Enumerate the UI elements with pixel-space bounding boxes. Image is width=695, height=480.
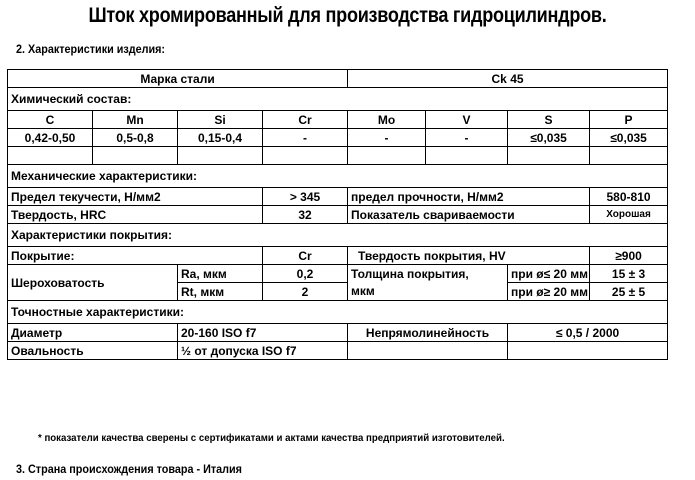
steel-grade-value: Ck 45: [348, 70, 668, 88]
value-si: 0,15-0,4: [178, 129, 263, 147]
rt-value: 2: [263, 283, 348, 301]
value-mn: 0,5-0,8: [93, 129, 178, 147]
thickness-value-small: 15 ± 3: [590, 265, 668, 283]
ra-value: 0,2: [263, 265, 348, 283]
value-v: -: [426, 129, 508, 147]
value-mo: -: [348, 129, 426, 147]
value-s: ≤0,035: [508, 129, 590, 147]
element-mn: Mn: [93, 111, 178, 129]
diameter-value: 20-160 ISO f7: [178, 324, 348, 342]
chem-values-row: [8, 129, 668, 147]
coating-label: Покрытие:: [8, 247, 263, 265]
element-v: V: [426, 111, 508, 129]
diameter-label: Диаметр: [8, 324, 178, 342]
steel-grade-label: Марка стали: [8, 70, 348, 88]
spec-table: [7, 69, 668, 360]
precision-header: Точностные характеристики:: [8, 301, 668, 324]
hardness-value: 32: [263, 206, 348, 224]
page-title: Шток хромированный для производства гидроцилиндров.: [88, 4, 607, 27]
country-of-origin: 3. Страна происхождения товара - Италия: [16, 462, 242, 476]
rt-label: Rt, мкм: [178, 283, 263, 301]
coating-thickness-label: Толщина покрытия,: [348, 265, 508, 283]
weldability-value: Хорошая: [590, 206, 668, 224]
footnote: * показатели качества сверены с сертификатами и актами качества предприятий изготовителей.: [38, 432, 505, 444]
element-p: P: [590, 111, 668, 129]
element-mo: Mo: [348, 111, 426, 129]
tensile-strength-label: предел прочности, Н/мм2: [348, 188, 590, 206]
ovality-label: Овальность: [8, 342, 178, 360]
coating-value: Cr: [263, 247, 348, 265]
yield-strength-label: Предел текучести, Н/мм2: [8, 188, 263, 206]
thickness-condition-small: при ø≤ 20 мм: [508, 265, 590, 283]
value-p: ≤0,035: [590, 129, 668, 147]
value-cr: -: [263, 129, 348, 147]
coating-thickness-unit: мкм: [348, 283, 508, 301]
ra-label: Ra, мкм: [178, 265, 263, 283]
element-si: Si: [178, 111, 263, 129]
chem-empty-row: [8, 147, 668, 165]
weldability-label: Показатель свариваемости: [348, 206, 590, 224]
element-s: S: [508, 111, 590, 129]
roughness-label: Шероховатость: [8, 265, 178, 301]
ovality-value: ½ от допуска ISO f7: [178, 342, 348, 360]
chem-composition-header: Химический состав:: [8, 88, 668, 111]
element-cr: Cr: [263, 111, 348, 129]
straightness-label: Непрямолинейность: [348, 324, 508, 342]
element-c: C: [8, 111, 93, 129]
coating-hardness-label: Твердость покрытия, HV: [348, 247, 590, 265]
hardness-label: Твердость, HRC: [8, 206, 263, 224]
thickness-condition-large: при ø≥ 20 мм: [508, 283, 590, 301]
coating-hardness-value: ≥900: [590, 247, 668, 265]
section-heading-characteristics: 2. Характеристики изделия:: [16, 42, 166, 56]
yield-strength-value: > 345: [263, 188, 348, 206]
straightness-value: ≤ 0,5 / 2000: [508, 324, 668, 342]
thickness-value-large: 25 ± 5: [590, 283, 668, 301]
mechanical-header: Механические характеристики:: [8, 165, 668, 188]
value-c: 0,42-0,50: [8, 129, 93, 147]
coating-header: Характеристики покрытия:: [8, 224, 668, 247]
chem-elements-row: [8, 111, 668, 129]
tensile-strength-value: 580-810: [590, 188, 668, 206]
